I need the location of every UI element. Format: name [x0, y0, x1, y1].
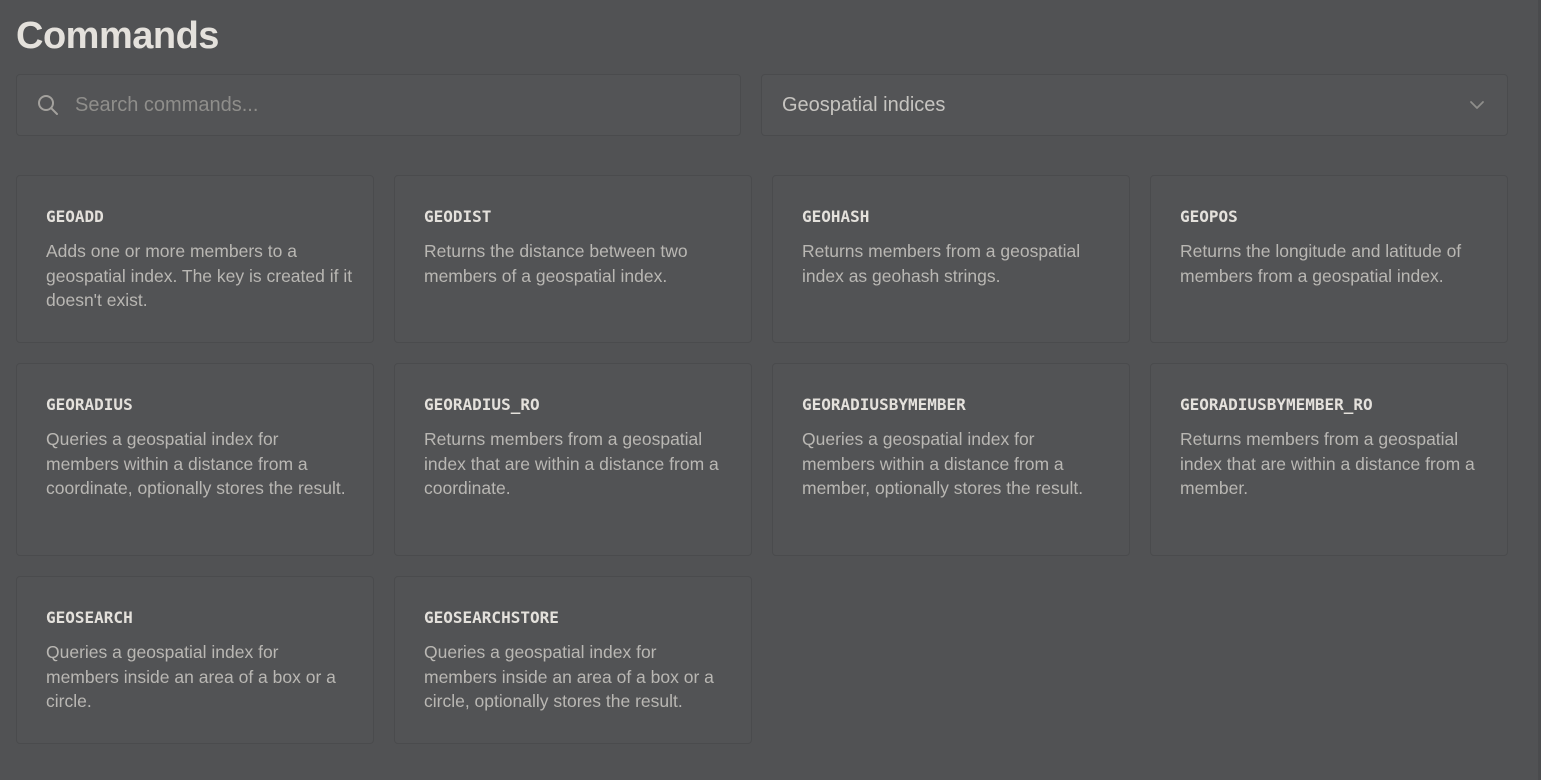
command-name: GEORADIUS_RO — [424, 395, 540, 414]
command-description: Returns members from a geospatial index that are within a distance from a coordinate. — [424, 429, 719, 498]
command-name: GEOPOS — [1180, 207, 1238, 226]
command-card-georadiusbymember[interactable] — [772, 363, 1130, 556]
command-name: GEOSEARCH — [46, 608, 133, 627]
search-icon — [37, 94, 59, 116]
command-description: Returns members from a geospatial index that are within a distance from a member. — [1180, 429, 1475, 498]
command-description: Queries a geospatial index for members inside an area of a box or a circle, optionally stores the result. — [424, 642, 714, 711]
command-name: GEORADIUS — [46, 395, 133, 414]
search-box[interactable] — [16, 74, 741, 136]
command-card-georadius-ro[interactable] — [394, 363, 752, 556]
command-description: Queries a geospatial index for members within a distance from a member, optionally stores the result. — [802, 429, 1084, 498]
command-name: GEOADD — [46, 207, 104, 226]
command-name: GEOHASH — [802, 207, 870, 226]
command-name: GEORADIUSBYMEMBER_RO — [1180, 395, 1373, 414]
command-description: Adds one or more members to a geospatial index. The key is created if it doesn't exist. — [46, 241, 353, 310]
command-card-geosearchstore[interactable] — [394, 576, 752, 744]
command-name: GEOSEARCHSTORE — [424, 608, 559, 627]
command-description: Returns the longitude and latitude of members from a geospatial index. — [1180, 241, 1462, 286]
controls-bar — [16, 74, 1508, 136]
chevron-down-icon — [1469, 100, 1485, 110]
command-description: Returns the distance between two members of a geospatial index. — [424, 241, 688, 286]
command-description: Queries a geospatial index for members inside an area of a box or a circle. — [46, 642, 336, 711]
search-input[interactable] — [59, 74, 740, 136]
command-description: Queries a geospatial index for members within a distance from a coordinate, optionally stores the result. — [46, 429, 346, 498]
command-card-geodist[interactable] — [394, 175, 752, 343]
page-title: Commands — [16, 15, 219, 57]
command-description: Returns members from a geospatial index as geohash strings. — [802, 241, 1081, 286]
command-name: GEODIST — [424, 207, 492, 226]
category-select-value: Geospatial indices — [782, 93, 946, 116]
command-name: GEORADIUSBYMEMBER — [802, 395, 966, 414]
command-card-geosearch[interactable] — [16, 576, 374, 744]
category-select[interactable] — [761, 74, 1508, 136]
command-grid — [16, 175, 1508, 744]
command-card-geopos[interactable] — [1150, 175, 1508, 343]
command-card-geoadd[interactable] — [16, 175, 374, 343]
command-card-georadius[interactable] — [16, 363, 374, 556]
command-card-geohash[interactable] — [772, 175, 1130, 343]
command-card-georadiusbymember-ro[interactable] — [1150, 363, 1508, 556]
